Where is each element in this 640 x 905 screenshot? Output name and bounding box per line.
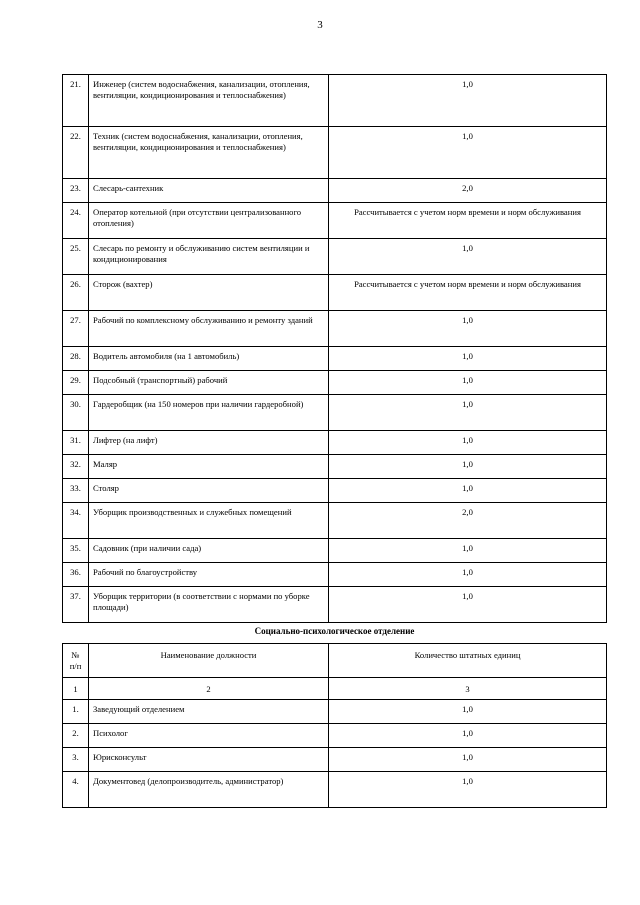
table-row	[63, 587, 607, 623]
row-number: 3.	[63, 747, 89, 771]
table-row	[63, 479, 607, 503]
column-number-1: 1	[63, 678, 89, 700]
staff-units: Рассчитывается с учетом норм времени и норм обслуживания	[329, 203, 607, 239]
row-number: 22.	[63, 127, 89, 179]
staff-units: 1,0	[329, 239, 607, 275]
position-name: Юрисконсульт	[89, 747, 329, 771]
position-name: Столяр	[89, 479, 329, 503]
position-name: Подсобный (транспортный) рабочий	[89, 371, 329, 395]
table-row	[63, 699, 607, 723]
staff-units: 1,0	[329, 127, 607, 179]
staff-units: 1,0	[329, 539, 607, 563]
position-name: Садовник (при наличии сада)	[89, 539, 329, 563]
staff-units: 1,0	[329, 563, 607, 587]
table-row	[63, 771, 607, 807]
table-row	[63, 203, 607, 239]
row-number: 35.	[63, 539, 89, 563]
position-name: Уборщик производственных и служебных помещений	[89, 503, 329, 539]
position-name: Рабочий по комплексному обслуживанию и ремонту зданий	[89, 311, 329, 347]
staff-units: 1,0	[329, 347, 607, 371]
position-name: Документовед (делопроизводитель, администратор)	[89, 771, 329, 807]
position-name: Маляр	[89, 455, 329, 479]
row-number: 27.	[63, 311, 89, 347]
table-row	[63, 275, 607, 311]
position-name: Техник (систем водоснабжения, канализации, отопления, вентиляции, кондиционирования и теплоснабжения)	[89, 127, 329, 179]
table-row	[63, 371, 607, 395]
position-name: Слесарь-сантехник	[89, 179, 329, 203]
row-number: 37.	[63, 587, 89, 623]
staff-units: Рассчитывается с учетом норм времени и норм обслуживания	[329, 275, 607, 311]
staff-table-continued	[62, 74, 607, 623]
row-number: 4.	[63, 771, 89, 807]
row-number: 26.	[63, 275, 89, 311]
row-number: 31.	[63, 431, 89, 455]
page-number: 3	[317, 19, 323, 31]
staff-units: 1,0	[329, 587, 607, 623]
row-number: 30.	[63, 395, 89, 431]
staff-units: 1,0	[329, 395, 607, 431]
table-row	[63, 395, 607, 431]
table-row	[63, 539, 607, 563]
row-number: 28.	[63, 347, 89, 371]
position-name: Уборщик территории (в соответствии с нормами по уборке площади)	[89, 587, 329, 623]
staff-units: 2,0	[329, 179, 607, 203]
staff-units: 1,0	[329, 723, 607, 747]
staff-units: 1,0	[329, 311, 607, 347]
row-number: 33.	[63, 479, 89, 503]
staff-units: 1,0	[329, 479, 607, 503]
position-name: Слесарь по ремонту и обслуживанию систем вентиляции и кондиционирования	[89, 239, 329, 275]
table-row	[63, 563, 607, 587]
staff-units: 2,0	[329, 503, 607, 539]
position-name: Заведующий отделением	[89, 699, 329, 723]
table-row	[63, 747, 607, 771]
row-number: 21.	[63, 75, 89, 127]
staff-units: 1,0	[329, 699, 607, 723]
table-row	[63, 179, 607, 203]
staff-units: 1,0	[329, 75, 607, 127]
position-name: Рабочий по благоустройству	[89, 563, 329, 587]
table-row	[63, 431, 607, 455]
column-number-2: 2	[89, 678, 329, 700]
column-number-3: 3	[329, 678, 607, 700]
position-name: Сторож (вахтер)	[89, 275, 329, 311]
row-number: 29.	[63, 371, 89, 395]
row-number: 36.	[63, 563, 89, 587]
row-number: 24.	[63, 203, 89, 239]
position-name: Инженер (систем водоснабжения, канализации, отопления, вентиляции, кондиционирования и теплоснабжения)	[89, 75, 329, 127]
staff-units: 1,0	[329, 371, 607, 395]
staff-units: 1,0	[329, 747, 607, 771]
table-row	[63, 311, 607, 347]
header-units: Количество штатных единиц	[329, 644, 607, 678]
row-number: 1.	[63, 699, 89, 723]
position-name: Лифтер (на лифт)	[89, 431, 329, 455]
header-position: Наименование должности	[89, 644, 329, 678]
position-name: Оператор котельной (при отсутствии централизованного отопления)	[89, 203, 329, 239]
row-number: 32.	[63, 455, 89, 479]
staff-units: 1,0	[329, 431, 607, 455]
row-number: 25.	[63, 239, 89, 275]
table-row	[63, 239, 607, 275]
header-number: № п/п	[63, 644, 89, 678]
position-name: Водитель автомобиля (на 1 автомобиль)	[89, 347, 329, 371]
row-number: 34.	[63, 503, 89, 539]
row-number: 2.	[63, 723, 89, 747]
position-name: Психолог	[89, 723, 329, 747]
table-row	[63, 347, 607, 371]
table-row	[63, 723, 607, 747]
position-name: Гардеробщик (на 150 номеров при наличии гардеробной)	[89, 395, 329, 431]
table-row	[63, 503, 607, 539]
table-row	[63, 75, 607, 127]
table-column-numbers-row	[63, 678, 607, 700]
table-row	[63, 127, 607, 179]
staff-table-social-psychological	[62, 643, 607, 808]
row-number: 23.	[63, 179, 89, 203]
table-row	[63, 455, 607, 479]
section-title: Социально-психологическое отделение	[254, 626, 415, 636]
table-header-row	[63, 644, 607, 678]
staff-units: 1,0	[329, 771, 607, 807]
staff-units: 1,0	[329, 455, 607, 479]
